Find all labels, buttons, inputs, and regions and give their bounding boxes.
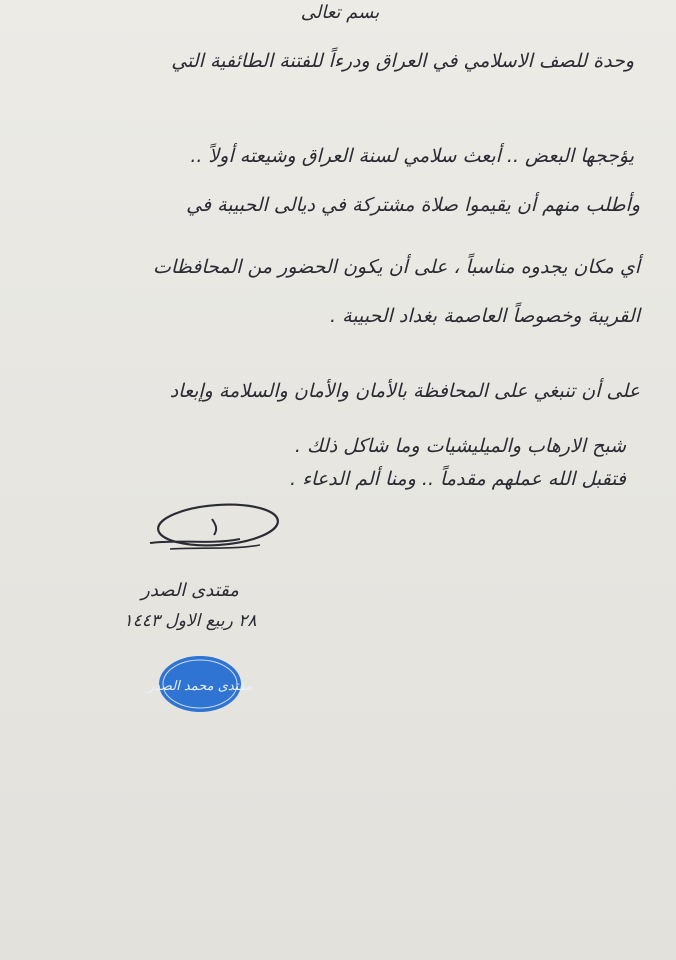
letter-line: وحدة للصف الاسلامي في العراق ودرءاً للفتنة الطائفية التي: [171, 50, 634, 72]
letter-line: فتقبل الله عملهم مقدماً .. ومنا ألم الدعاء .: [290, 468, 626, 490]
letter-line: شبح الارهاب والميليشيات وما شاكل ذلك .: [294, 435, 626, 457]
signature-icon: [140, 495, 290, 565]
signature-date: ٢٨ ربيع الاول ١٤٤٣: [123, 611, 257, 631]
letter-line: على أن تنبغي على المحافظة بالأمان والأمان والسلامة وإبعاد: [169, 380, 640, 402]
letter-line: القريبة وخصوصاً العاصمة بغداد الحبيبة .: [330, 305, 640, 327]
letter-line: وأطلب منهم أن يقيموا صلاة مشتركة في ديالى الحبيبة في: [186, 194, 640, 216]
signer-name: مقتدى الصدر: [141, 580, 239, 601]
signer-block: [80, 580, 300, 631]
letter-line: أي مكان يجدوه مناسباً ، على أن يكون الحضور من المحافظات: [152, 256, 640, 278]
letter-heading: بسم تعالى: [300, 2, 380, 23]
svg-text:مقتدى محمد الصدر: مقتدى محمد الصدر: [147, 679, 253, 694]
seal-stamp: [147, 653, 253, 715]
seal-icon: [147, 653, 253, 715]
letter-line: يؤججها البعض .. أبعث سلامي لسنة العراق وشيعته أولاً ..: [190, 145, 634, 167]
